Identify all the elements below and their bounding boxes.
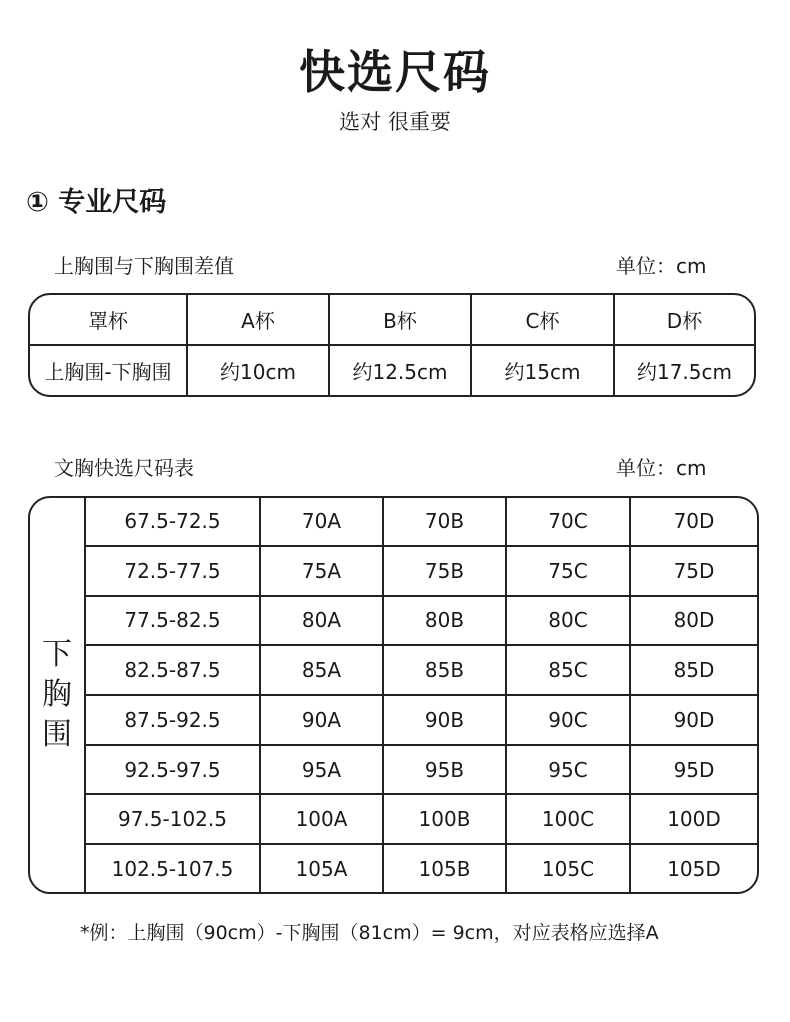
page-title: 快选尺码	[299, 45, 491, 99]
cup-value-cell: 上胸围-下胸围	[30, 345, 187, 395]
cup-header-cell: C杯	[471, 295, 614, 345]
size-cell: 85B	[383, 645, 506, 695]
cup-difference-table	[28, 293, 756, 397]
size-cell: 95D	[630, 745, 757, 795]
size-cell: 70D	[630, 498, 757, 546]
table-row	[30, 645, 757, 695]
size-table-unit: 单位：cm	[616, 456, 707, 480]
page-subtitle: 选对 很重要	[339, 110, 451, 134]
cup-header-cell: 罩杯	[30, 295, 187, 345]
cup-header-cell: A杯	[187, 295, 329, 345]
size-cell: 90D	[630, 695, 757, 745]
table-row	[30, 498, 757, 546]
size-cell: 80C	[506, 596, 630, 646]
side-label-char: 胸	[42, 677, 72, 712]
size-cell: 75B	[383, 546, 506, 596]
table-row	[30, 546, 757, 596]
size-cell: 100C	[506, 794, 630, 844]
cup-table-label: 上胸围与下胸围差值	[54, 254, 234, 278]
underbust-range-cell: 102.5-107.5	[85, 844, 260, 892]
section-title: ① 专业尺码	[26, 187, 167, 218]
table-row	[30, 745, 757, 795]
size-cell: 80B	[383, 596, 506, 646]
size-cell: 105D	[667, 856, 721, 881]
cup-value-cell: 约10cm	[187, 345, 329, 395]
size-cell: 95C	[506, 745, 630, 795]
cup-header-cell: B杯	[329, 295, 471, 345]
size-cell: 105B	[383, 844, 506, 892]
size-cell: 80A	[260, 596, 383, 646]
cup-table-unit: 单位：cm	[616, 254, 707, 278]
side-label-char: 围	[42, 717, 72, 752]
cup-value-cell: 约12.5cm	[329, 345, 471, 395]
size-cell: 90B	[383, 695, 506, 745]
table-row	[30, 844, 757, 892]
size-cell: 105C	[506, 844, 630, 892]
size-cell: 80D	[630, 596, 757, 646]
size-cell: 85D	[630, 645, 757, 695]
size-cell: 100B	[383, 794, 506, 844]
size-chart-table	[28, 496, 759, 894]
size-cell: 100A	[260, 794, 383, 844]
size-cell: 70C	[506, 498, 630, 546]
table-row	[30, 794, 757, 844]
size-cell: 70A	[260, 498, 383, 546]
size-cell: 100D	[630, 794, 757, 844]
underbust-range-cell: 67.5-72.5	[85, 498, 260, 546]
size-cell: 75D	[630, 546, 757, 596]
underbust-range-cell: 72.5-77.5	[85, 546, 260, 596]
size-cell: 105A	[260, 844, 383, 892]
size-cell: 85C	[506, 645, 630, 695]
side-label-char: 下	[42, 637, 72, 672]
size-cell: 75C	[506, 546, 630, 596]
underbust-range-cell: 97.5-102.5	[85, 794, 260, 844]
cup-value-cell: 约17.5cm	[636, 360, 732, 384]
size-table-label: 文胸快选尺码表	[54, 456, 194, 480]
size-cell: 95A	[260, 745, 383, 795]
underbust-range-cell: 92.5-97.5	[85, 745, 260, 795]
table-row	[30, 695, 757, 745]
underbust-range-cell: 87.5-92.5	[85, 695, 260, 745]
underbust-side-label	[30, 498, 85, 892]
size-cell: 90A	[260, 695, 383, 745]
cup-header-row	[30, 295, 754, 345]
underbust-range-cell: 77.5-82.5	[85, 596, 260, 646]
size-cell: 70B	[383, 498, 506, 546]
size-cell: 90C	[506, 695, 630, 745]
size-cell: 75A	[260, 546, 383, 596]
size-cell: 95B	[383, 745, 506, 795]
example-note: *例：上胸围（90cm）-下胸围（81cm）= 9cm，对应表格应选择A	[80, 922, 659, 944]
cup-value-row	[30, 345, 754, 395]
size-cell: 85A	[260, 645, 383, 695]
table-row	[30, 596, 757, 646]
underbust-range-cell: 82.5-87.5	[85, 645, 260, 695]
cup-header-cell: D杯	[614, 295, 754, 345]
cup-value-cell: 约15cm	[471, 345, 614, 395]
